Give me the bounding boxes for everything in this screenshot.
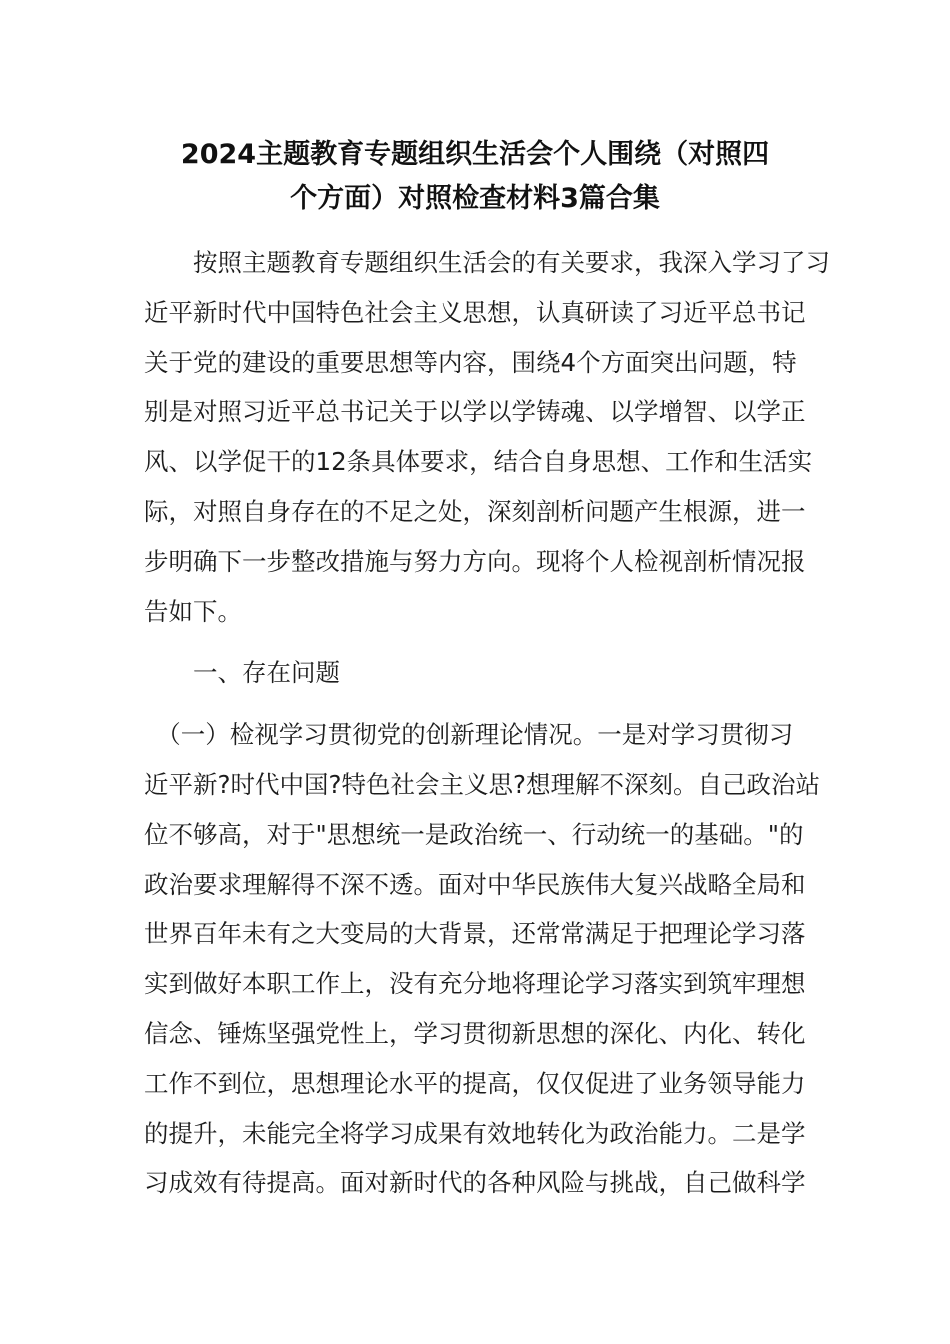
section-line-6: 实到做好本职工作上，没有充分地将理论学习落实到筑牢理想	[144, 969, 806, 999]
section-heading: 一、存在问题	[144, 658, 340, 688]
title-line-1: 2024主题教育专题组织生活会个人围绕（对照四	[180, 139, 770, 170]
intro-line-6: 际，对照自身存在的不足之处，深刻剖析问题产生根源，进一	[144, 496, 806, 526]
paragraph-gap	[144, 698, 808, 710]
intro-line-1: 按照主题教育专题组织生活会的有关要求，我深入学习了习	[144, 248, 830, 277]
section-line-5: 世界百年未有之大变局的大背景，还常常满足于把理论学习落	[144, 919, 806, 949]
paragraph-gap	[144, 636, 808, 648]
intro-line-4: 别是对照习近平总书记关于以学以学铸魂、以学增智、以学正	[144, 397, 806, 427]
intro-line-2: 近平新时代中国特色社会主义思想，认真研读了习近平总书记	[144, 297, 806, 327]
section-line-8: 工作不到位，思想理论水平的提高，仅仅促进了业务领导能力	[144, 1068, 806, 1098]
intro-line-8: 告如下。	[144, 596, 242, 626]
section-line-2: 近平新?时代中国?特色社会主义思?想理解不深刻。自己政治站	[144, 769, 821, 799]
section-line-10: 习成效有待提高。面对新时代的各种风险与挑战，自己做科学	[144, 1168, 806, 1198]
section-line-3: 位不够高，对于"思想统一是政治统一、行动统一的基础。"的	[144, 819, 804, 849]
section-line-4: 政治要求理解得不深不透。面对中华民族伟大复兴战略全局和	[144, 869, 806, 899]
title-line-2: 个方面）对照检查材料3篇合集	[290, 183, 660, 214]
section-line-7: 信念、锤炼坚强党性上，学习贯彻新思想的深化、内化、转化	[144, 1018, 806, 1048]
section-paragraph	[144, 710, 821, 1208]
intro-line-5: 风、以学促干的12条具体要求，结合自身思想、工作和生活实	[144, 447, 813, 477]
document-title	[140, 133, 810, 221]
section-line-9: 的提升，未能完全将学习成果有效地转化为政治能力。二是学	[144, 1118, 806, 1148]
document-body	[144, 238, 830, 1208]
intro-line-3: 关于党的建设的重要思想等内容，围绕4个方面突出问题，特	[144, 347, 797, 377]
intro-line-7: 步明确下一步整改措施与努力方向。现将个人检视剖析情况报	[144, 546, 806, 576]
section-line-1: （一）检视学习贯彻党的创新理论情况。一是对学习贯彻习	[144, 720, 794, 750]
intro-paragraph	[144, 238, 830, 636]
